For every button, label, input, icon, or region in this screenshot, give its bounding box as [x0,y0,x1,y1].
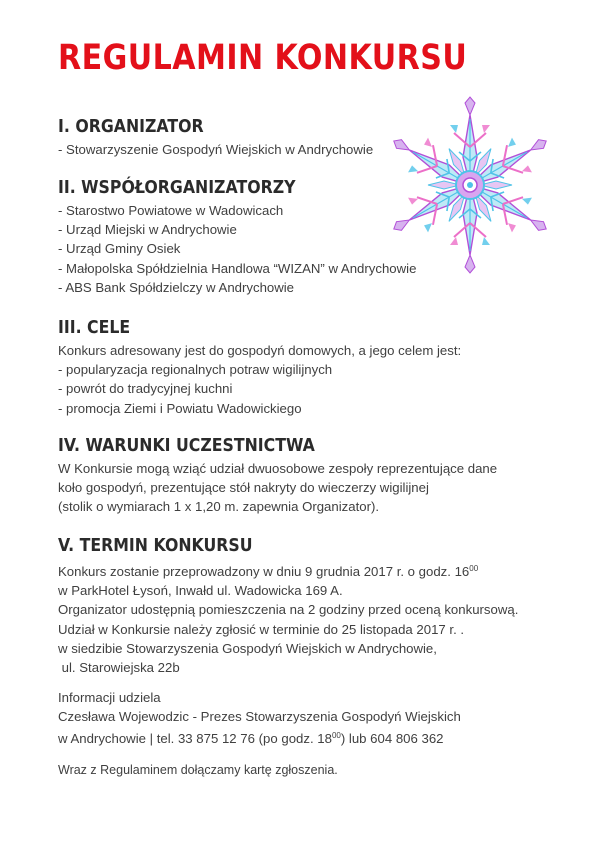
section-heading: IV. WARUNKI UCZESTNICTWA [58,436,315,456]
list-item: - Małopolska Spółdzielnia Handlowa “WIZAN” w Andrychowie [58,260,417,276]
footer-note: Wraz z Regulaminem dołączamy kartę zgłoszenia. [58,763,338,777]
section-heading: III. CELE [58,318,131,338]
section-heading: II. WSPÓŁORGANIZATORZY [58,178,296,198]
section-cele [58,318,538,418]
paragraph-line: ul. Starowiejska 22b [58,660,180,676]
list-item: - promocja Ziemi i Powiatu Wadowickiego [58,400,302,416]
paragraph-line: W Konkursie mogą wziąć udział dwuosobowe zespoły reprezentujące dane [58,461,498,476]
section-wspolorganizatorzy [58,178,538,297]
paragraph-line: koło gospodyń, prezentujące stół nakryty do wieczerzy wigilijnej [58,480,429,496]
section-heading: V. TERMIN KONKURSU [58,536,253,556]
list-item: - powrót do tradycyjnej kuchni [58,381,233,397]
section-heading: I. ORGANIZATOR [58,117,204,137]
paragraph-line: (stolik o wymiarach 1 x 1,20 m. zapewnia Organizator). [58,499,380,515]
contact-person: Czesława Wojewodzic - Prezes Stowarzyszenia Gospodyń Wiejskich [58,709,461,725]
list-item: - ABS Bank Spółdzielczy w Andrychowie [58,279,295,295]
list-item: - Urząd Miejski w Andrychowie [58,222,237,238]
paragraph-line: w siedzibie Stowarzyszenia Gospodyń Wiejskich w Andrychowie, [58,640,437,656]
time-superscript: 00 [469,564,479,573]
contact-phone [58,726,461,748]
phone-text-a: w Andrychowie | tel. 33 875 12 76 (po godz. 18 [58,731,332,747]
list-item: - popularyzacja regionalnych potraw wigilijnych [58,362,333,378]
paragraph-line: Udział w Konkursie należy zgłosić w terminie do 25 listopada 2017 r. . [58,621,465,637]
section-termin [58,536,538,677]
section-warunki [58,436,538,517]
section-organizator [58,117,538,159]
date-text: Konkurs zostanie przeprowadzony w dniu 9 grudnia 2017 r. o godz. 16 [58,564,470,579]
page-title: REGULAMIN KONKURSU [58,38,468,78]
time-superscript: 00 [331,731,341,741]
paragraph-line [58,559,538,581]
contact-info [58,688,461,749]
paragraph-line: w ParkHotel Łysoń, Inwałd ul. Wadowicka 169 A. [58,583,343,599]
paragraph-line: Organizator udostępnią pomieszczenia na 2 godziny przed oceną konkursową. [58,602,519,618]
list-item: - Stowarzyszenie Gospodyń Wiejskich w Andrychowie [58,142,374,157]
info-heading: Informacji udziela [58,690,161,705]
phone-text-b: ) lub 604 806 362 [340,731,444,747]
paragraph-line: Konkurs adresowany jest do gospodyń domowych, a jego celem jest: [58,343,462,358]
list-item: - Starostwo Powiatowe w Wadowicach [58,203,284,218]
list-item: - Urząd Gminy Osiek [58,241,181,257]
